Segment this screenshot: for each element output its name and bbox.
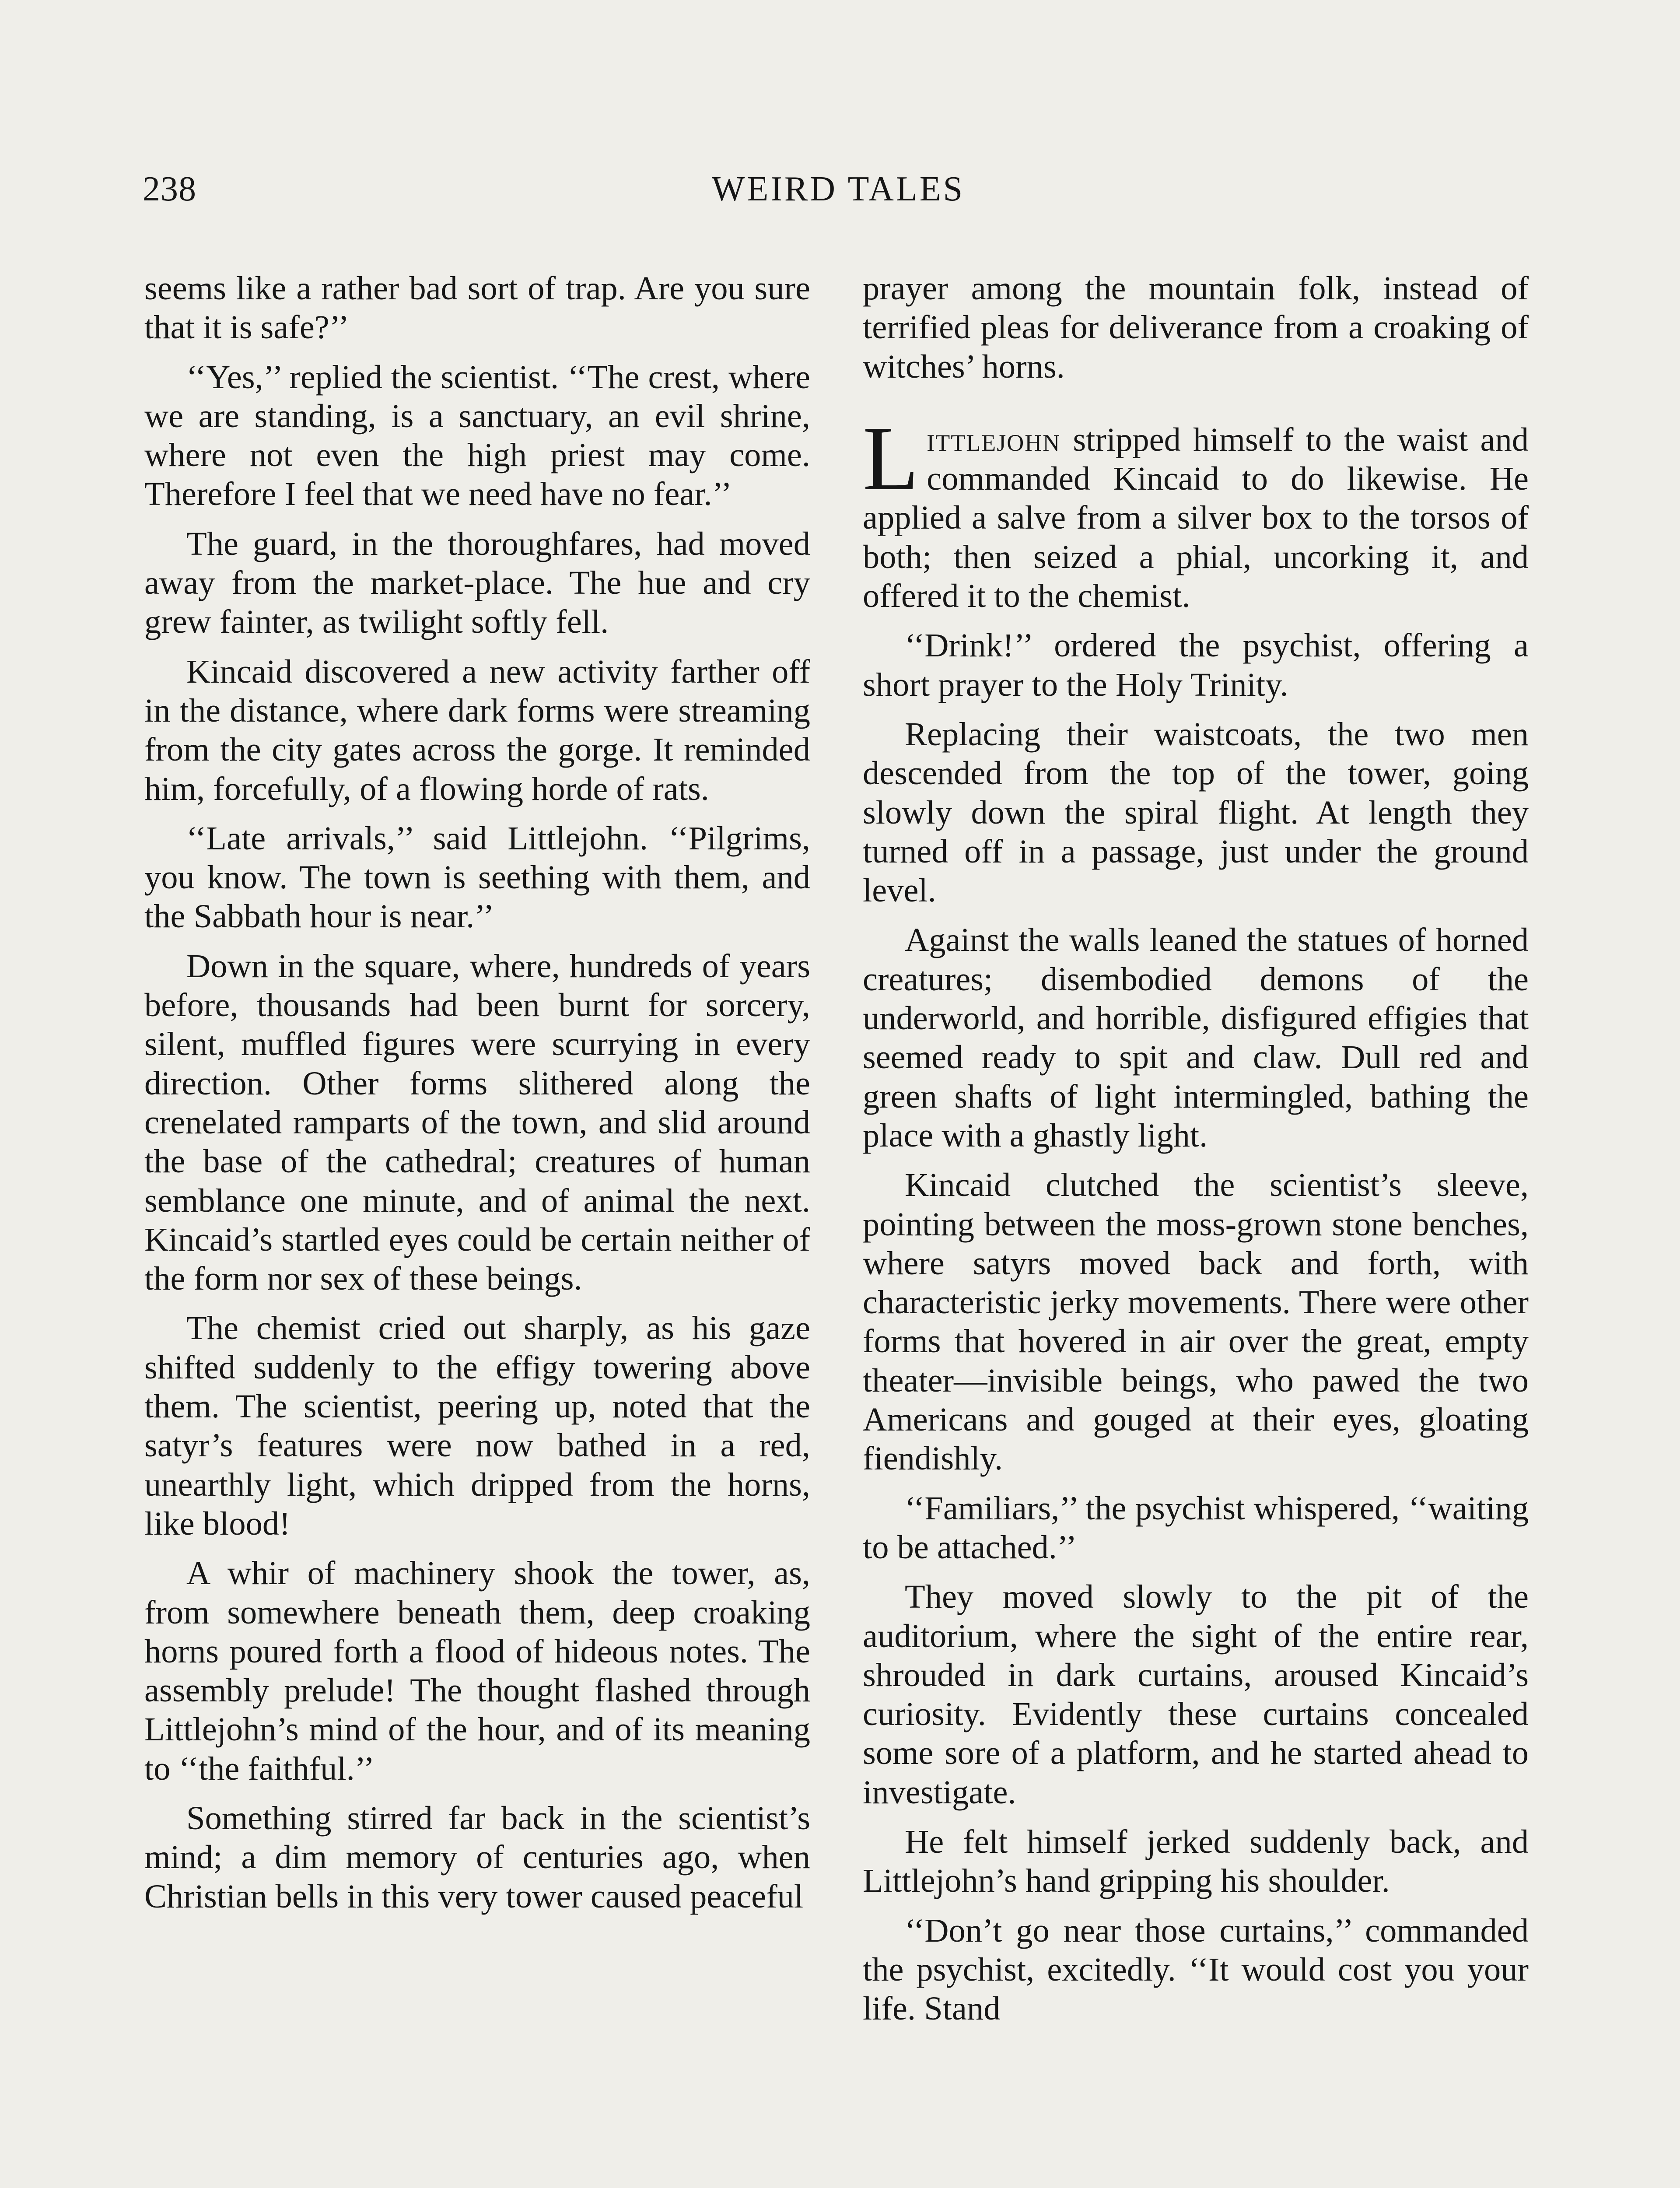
- paragraph: Replacing their waistcoats, the two men descended from the top of the tower, going slowly down the spiral flight. At length they turned off in a passage, just under the ground level.: [863, 715, 1529, 909]
- paragraph: Kincaid clutched the scientist’s sleeve, pointing between the moss-grown stone benches, where satyrs moved back and forth, with characteristic jerky movements. There were other forms that hovered in air over the great, empty theater—invisible beings, who pawed the two Americans and gouged at their eyes, gloating fiendishly.: [863, 1166, 1529, 1477]
- paragraph: ‘‘Yes,’’ replied the scientist. ‘‘The crest, where we are standing, is a sanctuary, an evil shrine, where not even the high priest may come. Therefore I feel that we need have no fear.’’: [144, 358, 810, 513]
- paragraph: They moved slowly to the pit of the auditorium, where the sight of the entire rear, shrouded in dark curtains, aroused Kincaid’s curiosity. Evidently these curtains concealed some sore of a platform, and he started ahead to investigate.: [863, 1578, 1529, 1811]
- paragraph: The guard, in the thoroughfares, had moved away from the market-place. The hue and cry grew fainter, as twilight softly fell.: [144, 525, 810, 641]
- paragraph: Against the walls leaned the statues of horned creatures; disembodied demons of the underworld, and horrible, disfigured effigies that seemed ready to spit and claw. Dull red and green shafts of light intermingled, bathing the place with a ghastly light.: [863, 921, 1529, 1154]
- paragraph: seems like a rather bad sort of trap. Are you sure that it is safe?’’: [144, 270, 810, 346]
- paragraph: He felt himself jerked suddenly back, and Littlejohn’s hand gripping his shoulder.: [863, 1823, 1529, 1900]
- paragraph: prayer among the mountain folk, instead of terrified pleas for deliverance from a croaking of witches’ horns.: [863, 270, 1529, 385]
- running-head-title: WEIRD TALES: [711, 170, 965, 208]
- paragraph: ‘‘Familiars,’’ the psychist whispered, ‘‘waiting to be attached.’’: [863, 1489, 1529, 1566]
- right-column: [863, 269, 1529, 2038]
- paragraph: ‘‘Don’t go near those curtains,’’ commanded the psychist, excitedly. ‘‘It would cost you your life. Stand: [863, 1911, 1529, 2027]
- paragraph: ‘‘Drink!’’ ordered the psychist, offering a short prayer to the Holy Trinity.: [863, 627, 1529, 703]
- left-column: [144, 269, 810, 1926]
- small-caps-word: ittlejohn: [927, 421, 1061, 458]
- paragraph: Down in the square, where, hundreds of years before, thousands had been burnt for sorcery, silent, muffled figures were scurrying in every direction. Other forms slithered along the crenelated ramparts of the town, and slid around the base of the cathedral; creatures of human semblance one minute, and of animal the next. Kincaid’s startled eyes could be certain neither of the form nor sex of these beings.: [144, 947, 810, 1297]
- section-opening-paragraph: [863, 407, 1529, 615]
- page-number: 238: [143, 170, 196, 208]
- paragraph: Something stirred far back in the scientist’s mind; a dim memory of centuries ago, when Christian bells in this very tower caused peaceful: [144, 1799, 810, 1915]
- drop-cap: L: [863, 407, 919, 509]
- section-opening-text: stripped himself to the waist and commanded Kincaid to do likewise. He applied a salve from a silver box to the torsos of both; then seized a phial, uncorking it, and offered it to the chemist.: [863, 421, 1529, 615]
- paragraph: A whir of machinery shook the tower, as, from somewhere beneath them, deep croaking horns poured forth a flood of hideous notes. The assembly prelude! The thought flashed through Littlejohn’s mind of the hour, and of its meaning to ‘‘the faithful.’’: [144, 1554, 810, 1787]
- paragraph: ‘‘Late arrivals,’’ said Littlejohn. ‘‘Pilgrims, you know. The town is seething with them, and the Sabbath hour is near.’’: [144, 819, 810, 935]
- page-header: [143, 163, 1534, 215]
- paragraph: The chemist cried out sharply, as his gaze shifted suddenly to the effigy towering above them. The scientist, peering up, noted that the satyr’s features were now bathed in a red, unearthly light, which dripped from the horns, like blood!: [144, 1309, 810, 1542]
- paragraph: Kincaid discovered a new activity farther off in the distance, where dark forms were streaming from the city gates across the gorge. It reminded him, forcefully, of a flowing horde of rats.: [144, 652, 810, 807]
